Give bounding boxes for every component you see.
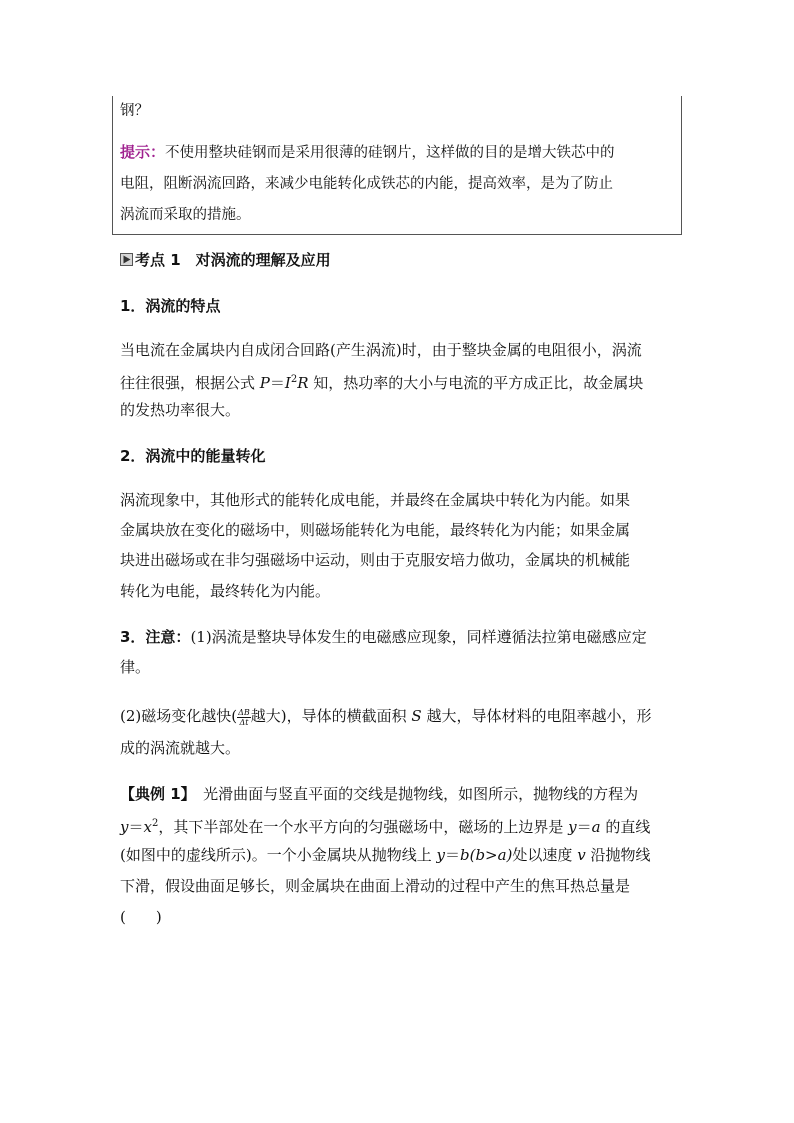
point-title: 考点 1 对涡流的理解及应用 xyxy=(120,250,331,270)
section-3-line-2: 律。 xyxy=(120,658,151,676)
delta-b-over-delta-t: $\frac{\Delta B}{\Delta t}$ xyxy=(238,707,250,727)
section-1-line-2: 往往很强，根据公式 $P=I^2R$ 知，热功率的大小与电流的平方成正比，故金属块 xyxy=(120,374,644,392)
example-label: 【典例 1】 xyxy=(120,785,189,803)
hint-line-3: 涡流而采取的措施。 xyxy=(120,207,251,223)
hint-line-1: 提示：不使用整块硅钢而是采用很薄的硅钢片，这样做的目的是增大铁芯中的 xyxy=(120,143,615,161)
example-line-3: (如图中的虚线所示)。一个小金属块从抛物线上 y＝b(b>a)处以速度 v 沿抛物线 xyxy=(120,846,651,864)
section-2-heading: 2．涡流中的能量转化 xyxy=(120,447,266,465)
section-2-line-1: 涡流现象中，其他形式的能转化成电能，并最终在金属块中转化为内能。如果 xyxy=(120,491,631,509)
section-2-line-3: 块进出磁场或在非匀强磁场中运动，则由于克服安培力做功，金属块的机械能 xyxy=(120,551,631,569)
section-1-line-3: 的发热功率很大。 xyxy=(120,401,241,419)
hint-line-2: 电阻，阻断涡流回路，来减少电能转化成铁芯的内能，提高效率，是为了防止 xyxy=(120,176,613,192)
section-1-line-1: 当电流在金属块内自成闭合回路(产生涡流)时，由于整块金属的电阻很小，涡流 xyxy=(120,341,642,359)
example-line-4: 下滑，假设曲面足够长，则金属块在曲面上滑动的过程中产生的焦耳热总量是 xyxy=(120,877,631,895)
example-answer-blank: ( ) xyxy=(120,908,162,926)
example-line-1: 【典例 1】 光滑曲面与竖直平面的交线是抛物线，如图所示，抛物线的方程为 xyxy=(120,785,639,803)
section-1-heading: 1．涡流的特点 xyxy=(120,297,221,315)
section-3-line-1: 3．注意：(1)涡流是整块导体发生的电磁感应现象，同样遵循法拉第电磁感应定 xyxy=(120,628,647,646)
section-3-line-3: (2)磁场变化越快( $\frac{\Delta B}{\Delta t}$ 越大)，导体的横截面积 S 越大，导体材料的电阻率越小，形 xyxy=(120,707,652,727)
example-line-2: $y=x^2$，其下半部处在一个水平方向的匀强磁场中，磁场的上边界是 y＝a 的直线 xyxy=(120,818,651,836)
question-tail: 钢？ xyxy=(120,103,149,119)
section-2-line-4: 转化为电能，最终转化为内能。 xyxy=(120,582,331,600)
hint-label: 提示： xyxy=(120,143,166,161)
section-3-line-4: 成的涡流就越大。 xyxy=(120,739,241,757)
play-box-icon xyxy=(120,253,133,266)
section-2-line-2: 金属块放在变化的磁场中，则磁场能转化为电能，最终转化为内能；如果金属 xyxy=(120,521,631,539)
